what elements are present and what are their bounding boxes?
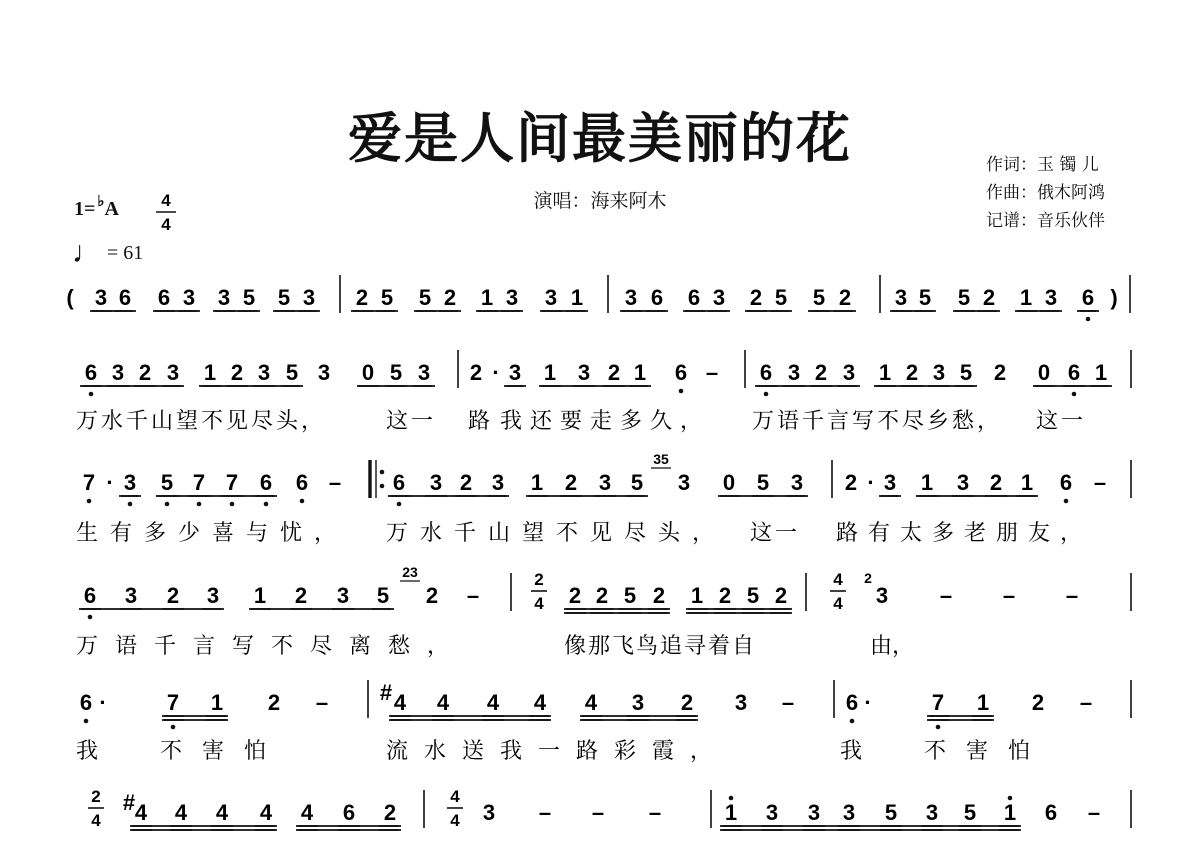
note: 5	[918, 285, 932, 310]
note: 1	[920, 470, 934, 495]
time-signature-numerator: 2	[534, 570, 544, 589]
time-signature-numerator: 2	[91, 787, 101, 806]
note: 1	[530, 470, 544, 495]
note: 5	[746, 583, 760, 608]
note: 3	[336, 583, 350, 608]
note: 5	[277, 285, 291, 310]
note: 2	[443, 285, 457, 310]
note: 1	[1019, 285, 1033, 310]
note: 2	[294, 583, 308, 608]
note: 2	[774, 583, 788, 608]
octave-dot-low	[87, 499, 92, 504]
grace-notes: 35	[653, 451, 669, 467]
lyric-segment: 路	[468, 409, 491, 434]
note: 3	[123, 470, 137, 495]
octave-dot-low	[764, 392, 769, 397]
note: 7	[166, 690, 180, 715]
note: 2	[568, 583, 582, 608]
note: 2	[838, 285, 852, 310]
time-signature-denominator: 4	[161, 215, 171, 234]
note: 2	[166, 583, 180, 608]
time-signature-denominator: 4	[450, 811, 460, 830]
dash-extension: –	[1093, 470, 1107, 495]
octave-dot-low	[230, 502, 235, 507]
lyric-segment: 这一	[1036, 409, 1087, 434]
note: 5	[812, 285, 826, 310]
note: 1	[203, 360, 217, 385]
note: 3	[932, 360, 946, 385]
octave-dot-low	[1086, 317, 1091, 322]
transcriber-credit: 记谱：音乐伙伴	[986, 211, 1105, 231]
note: 3	[807, 800, 821, 825]
octave-dot-low	[84, 719, 89, 724]
note: 6	[674, 360, 688, 385]
note: 6	[79, 690, 93, 715]
flat-sign-icon: ♭	[97, 194, 105, 210]
note: 3	[429, 470, 443, 495]
dash-extension: –	[538, 800, 552, 825]
octave-dot-low	[397, 502, 402, 507]
note: 2	[230, 360, 244, 385]
lyricist-credit: 作词：玉 镯 儿	[986, 155, 1099, 175]
note: 5	[389, 360, 403, 385]
note: 2	[459, 470, 473, 495]
dash-extension: –	[466, 583, 480, 608]
note: 2	[383, 800, 397, 825]
time-signature-numerator: 4	[450, 787, 460, 806]
lyric-segment: 万水千山望不见尽头，	[76, 409, 327, 434]
note: 2	[814, 360, 828, 385]
note: 3	[544, 285, 558, 310]
lyric-segment: 我	[76, 739, 99, 764]
note: 3	[94, 285, 108, 310]
time-signature-numerator: 4	[833, 570, 843, 589]
note: 6	[759, 360, 773, 385]
note: 5	[376, 583, 390, 608]
note: 4	[584, 690, 598, 715]
octave-dot-low	[165, 502, 170, 507]
note: 2	[993, 360, 1007, 385]
grace-notes: 23	[402, 564, 418, 580]
note: 5	[774, 285, 788, 310]
note-high: 1	[724, 800, 738, 825]
bracket: (	[66, 285, 74, 310]
note: 2	[595, 583, 609, 608]
note: 1	[210, 690, 224, 715]
octave-dot-low	[1064, 499, 1069, 504]
grace-notes: 2	[864, 570, 872, 586]
octave-dot-high	[729, 796, 734, 801]
note: 6	[1044, 800, 1058, 825]
lyric-segment: 万语千言写不尽离愁，	[76, 634, 467, 659]
note: 5	[756, 470, 770, 495]
note: 3	[577, 360, 591, 385]
repeat-dot	[380, 484, 385, 489]
note: 6	[118, 285, 132, 310]
note: 2	[680, 690, 694, 715]
time-signature-denominator: 4	[833, 594, 843, 613]
note: 3	[166, 360, 180, 385]
dash-extension: –	[1087, 800, 1101, 825]
dash-extension: –	[1002, 583, 1016, 608]
note: 4	[134, 800, 148, 825]
note: 6	[342, 800, 356, 825]
note: 3	[217, 285, 231, 310]
note: 7	[225, 470, 239, 495]
note: 3	[598, 470, 612, 495]
octave-dot-low	[850, 719, 855, 724]
dash-extension: –	[1079, 690, 1093, 715]
dash-extension: –	[1065, 583, 1079, 608]
note: 3	[631, 690, 645, 715]
note: 3	[956, 470, 970, 495]
note: 0	[722, 470, 736, 495]
note: 6	[1081, 285, 1095, 310]
song-title: 爱是人间最美丽的花	[348, 106, 852, 170]
note: 0	[361, 360, 375, 385]
note: 4	[436, 690, 450, 715]
note: 1	[690, 583, 704, 608]
lyric-segment: 我还要走多久，	[500, 409, 711, 434]
note: 2	[652, 583, 666, 608]
note: 6	[84, 360, 98, 385]
note: 3	[508, 360, 522, 385]
note: 6	[83, 583, 97, 608]
note: 2	[564, 470, 578, 495]
note: 3	[790, 470, 804, 495]
note: 3	[124, 583, 138, 608]
note: 3	[505, 285, 519, 310]
note: 7	[931, 690, 945, 715]
note: 1	[253, 583, 267, 608]
note: 3	[482, 800, 496, 825]
note: 3	[417, 360, 431, 385]
octave-dot-low	[88, 615, 93, 620]
note: 3	[491, 470, 505, 495]
lyric-segment: 这一	[750, 521, 801, 546]
note: 5	[959, 360, 973, 385]
note: 1	[633, 360, 647, 385]
tempo-marking: ♩ = 61	[72, 236, 144, 269]
note: 3	[206, 583, 220, 608]
note: 3	[111, 360, 125, 385]
note: 2	[905, 360, 919, 385]
dash-extension: –	[328, 470, 342, 495]
lyric-segment: 路有太多老朋友，	[836, 521, 1093, 546]
note: 3	[765, 800, 779, 825]
note: 4	[215, 800, 229, 825]
note: 6	[295, 470, 309, 495]
lyric-segment: 由，	[870, 634, 915, 659]
dash-extension: –	[591, 800, 605, 825]
lyric-segment: 这一	[386, 409, 437, 434]
note: 5	[160, 470, 174, 495]
note: 4	[300, 800, 314, 825]
augmentation-dot: ·	[492, 360, 500, 385]
time-signature-numerator: 4	[161, 191, 171, 210]
note: 5	[957, 285, 971, 310]
note: 2	[749, 285, 763, 310]
bracket: )	[1110, 285, 1118, 310]
note: 5	[623, 583, 637, 608]
augmentation-dot: ·	[99, 690, 107, 715]
note: 2	[355, 285, 369, 310]
note: 5	[285, 360, 299, 385]
note: 1	[480, 285, 494, 310]
note: 3	[257, 360, 271, 385]
octave-dot-low	[1072, 392, 1077, 397]
dash-extension: –	[939, 583, 953, 608]
key-signature: 1= ♭A	[74, 194, 119, 220]
note: 1	[1094, 360, 1108, 385]
note: 6	[259, 470, 273, 495]
singer-credit: 演唱：海来阿木	[533, 190, 667, 212]
note: 6	[650, 285, 664, 310]
note: 6	[687, 285, 701, 310]
note: 2	[718, 583, 732, 608]
note: 3	[875, 583, 889, 608]
lyric-segment: 不害怕	[160, 739, 287, 764]
lyric-segment: 万水千山望不见尽头，	[386, 521, 727, 546]
note: 3	[883, 470, 897, 495]
note: 1	[976, 690, 990, 715]
note: 6	[1067, 360, 1081, 385]
note: 3	[842, 800, 856, 825]
octave-dot-low	[936, 725, 941, 730]
note: 1	[1020, 470, 1034, 495]
note: 4	[393, 690, 407, 715]
note: 1	[878, 360, 892, 385]
note: 2	[1031, 690, 1045, 715]
time-signature-denominator: 4	[534, 594, 544, 613]
note: 6	[157, 285, 171, 310]
note: 6	[1059, 470, 1073, 495]
octave-dot-high	[1008, 796, 1013, 801]
repeat-dot	[380, 470, 385, 475]
augmentation-dot: ·	[867, 470, 875, 495]
octave-dot-low	[171, 725, 176, 730]
lyric-segment: 我	[840, 739, 863, 764]
note: 3	[317, 360, 331, 385]
dash-extension: –	[781, 690, 795, 715]
octave-dot-low	[89, 392, 94, 397]
note: 5	[630, 470, 644, 495]
note: 2	[989, 470, 1003, 495]
note: 3	[182, 285, 196, 310]
note: 2	[982, 285, 996, 310]
augmentation-dot: ·	[864, 690, 872, 715]
note: 3	[712, 285, 726, 310]
time-signature-denominator: 4	[91, 811, 101, 830]
note: 5	[963, 800, 977, 825]
note: 3	[894, 285, 908, 310]
note: 1	[543, 360, 557, 385]
note: 2	[844, 470, 858, 495]
octave-dot-low	[679, 389, 684, 394]
note: 3	[677, 470, 691, 495]
quarter-note-icon: ♩	[72, 236, 102, 269]
note: 2	[607, 360, 621, 385]
note: 4	[174, 800, 188, 825]
note: 5	[418, 285, 432, 310]
note: 5	[380, 285, 394, 310]
lyric-segment: 流水送我一路彩霞，	[386, 739, 729, 764]
lyric-segment: 万语千言写不尽乡愁，	[752, 409, 1003, 434]
note: 5	[884, 800, 898, 825]
note: 5	[242, 285, 256, 310]
augmentation-dot: ·	[106, 470, 114, 495]
lyric-segment: 像那飞鸟追寻着自	[564, 634, 757, 659]
note: 3	[302, 285, 316, 310]
note: 6	[392, 470, 406, 495]
dash-extension: –	[705, 360, 719, 385]
octave-dot-low	[264, 502, 269, 507]
note: 2	[469, 360, 483, 385]
octave-dot-low	[128, 502, 133, 507]
note: 3	[624, 285, 638, 310]
note: 3	[734, 690, 748, 715]
note: 2	[425, 583, 439, 608]
note: 0	[1037, 360, 1051, 385]
note: 3	[1044, 285, 1058, 310]
dash-extension: –	[648, 800, 662, 825]
note: 3	[787, 360, 801, 385]
note: 4	[533, 690, 547, 715]
sharp-sign-icon: #	[122, 790, 136, 815]
octave-dot-low	[300, 499, 305, 504]
note: 3	[925, 800, 939, 825]
note: 4	[486, 690, 500, 715]
note: 7	[82, 470, 96, 495]
note: 6	[845, 690, 859, 715]
note: 3	[842, 360, 856, 385]
octave-dot-low	[197, 502, 202, 507]
note: 1	[570, 285, 584, 310]
note-high: 1	[1003, 800, 1017, 825]
note: 4	[259, 800, 273, 825]
lyric-segment: 生有多少喜与忧，	[76, 521, 349, 546]
note: 2	[138, 360, 152, 385]
composer-credit: 作曲：俄木阿鸿	[986, 183, 1105, 203]
note: 2	[267, 690, 281, 715]
note: 7	[192, 470, 206, 495]
sharp-sign-icon: #	[379, 680, 393, 705]
lyric-segment: 不害怕	[924, 739, 1051, 764]
dash-extension: –	[315, 690, 329, 715]
